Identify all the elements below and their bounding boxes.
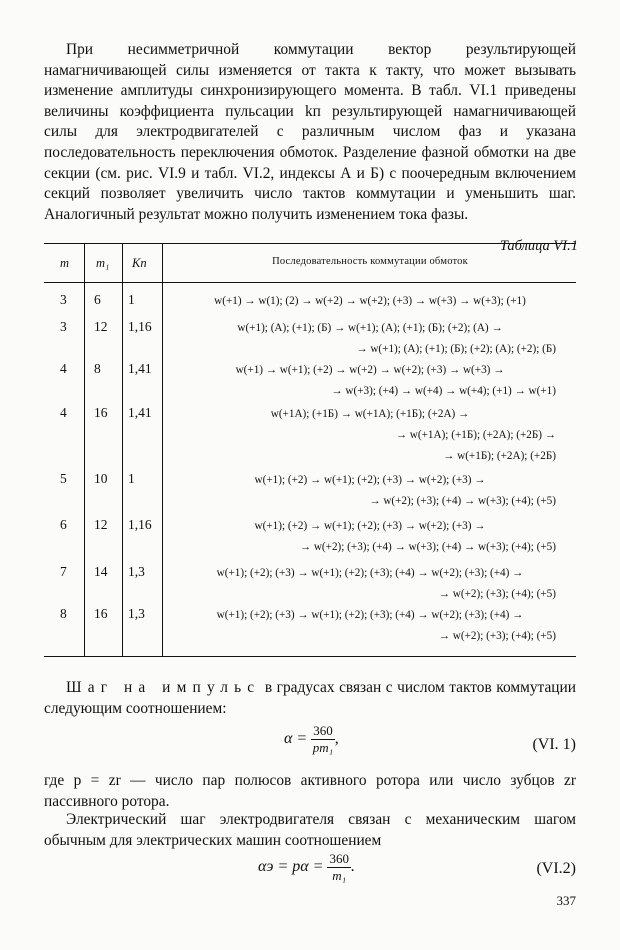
formula-1-den: pm₁ — [312, 740, 334, 755]
step-heading: Шаг на импульс — [66, 679, 261, 696]
cell-m1: 12 — [94, 517, 108, 532]
cell-m1: 16 — [94, 606, 108, 621]
cell-m1: 12 — [94, 319, 108, 334]
cell-m: 5 — [60, 471, 67, 486]
cell-kp: 1,3 — [128, 564, 145, 579]
cell-kp: 1,41 — [128, 361, 152, 376]
cell-m1: 14 — [94, 564, 108, 579]
cell-kp: 1 — [128, 292, 135, 307]
formula-2-lhs: αэ = pα = — [258, 858, 324, 876]
commutation-table — [44, 243, 576, 657]
intro-paragraph: При несимметричной коммутации вектор результирующей намагничивающей силы изменяется от такта к такту, что может вызывать изменение амплитуды синхронизирующего момента. В табл. VI.1 приведены величины коэффициента пульсации kп результирующей намагничивающей силы для электродвигателей с различным числом фаз и указана последовательность переключения обмоток. Разделение фазной обмотки на две секции (см. рис. VI.9 и табл. VI.2, индексы А и Б) с поочередным включением секций позволяет увеличить число тактов коммутации и уменьшить шаг. Аналогичный результат можно получить изменением тока фазы. — [44, 41, 576, 223]
sequence-line: → w(+2); (+3); (+4); (+5) — [438, 630, 556, 642]
sequence-line: → w(+1); (А); (+1); (Б); (+2); (А); (+2); (Б) — [356, 343, 556, 355]
sequence-line: w(+1); (+2); (+3) → w(+1); (+2); (+3); (+4) → w(+2); (+3); (+4) → — [216, 567, 524, 579]
formula-1-number: (VI. 1) — [532, 736, 576, 753]
sequence-line: w(+1) → w(+1); (+2) → w(+2) → w(+2); (+3) → w(+3) → — [235, 364, 505, 376]
formula-1-num: 360 — [313, 723, 333, 738]
cell-m1: 8 — [94, 361, 101, 376]
sequence-line: → w(+3); (+4) → w(+4) → w(+4); (+1) → w(+1) — [331, 385, 556, 397]
sequence-line: w(+1А); (+1Б) → w(+1А); (+1Б); (+2А) → — [270, 408, 470, 420]
cell-m1: 6 — [94, 292, 101, 307]
table-caption: Таблица VI.1 — [499, 238, 578, 254]
cell-sequence — [164, 563, 576, 605]
sequence-line: → w(+1А); (+1Б); (+2А); (+2Б) → — [395, 429, 556, 441]
cell-sequence — [164, 291, 576, 312]
step-rest: в градусах связан с числом тактов коммутации следующим соотношением: — [44, 679, 576, 717]
formula-2-den: m₁ — [332, 868, 347, 883]
sequence-line: → w(+2); (+3); (+4); (+5) — [438, 588, 556, 600]
sequence-line: w(+1); (+2) → w(+1); (+2); (+3) → w(+2); (+3) → — [254, 520, 486, 532]
formula-2-number: (VI.2) — [536, 860, 576, 877]
cell-m1: 16 — [94, 405, 108, 420]
sequence-line: w(+1); (+2) → w(+1); (+2); (+3) → w(+2); (+3) → — [254, 474, 486, 486]
cell-kp: 1,16 — [128, 517, 152, 532]
cell-kp: 1,41 — [128, 405, 152, 420]
cell-sequence — [164, 605, 576, 647]
sequence-line: w(+1) → w(1); (2) → w(+2) → w(+2); (+3) → w(+3) → w(+3); (+1) — [214, 295, 526, 307]
cell-kp: 1 — [128, 471, 135, 486]
cell-m: 4 — [60, 361, 67, 376]
cell-m: 7 — [60, 564, 67, 579]
sequence-line: → w(+2); (+3); (+4) → w(+3); (+4) → w(+3); (+4); (+5) — [299, 541, 556, 553]
cell-m: 3 — [60, 292, 67, 307]
sequence-line: → w(+2); (+3); (+4) → w(+3); (+4); (+5) — [369, 495, 556, 507]
cell-sequence — [164, 360, 576, 402]
cell-m1: 10 — [94, 471, 108, 486]
formula-2-num: 360 — [329, 851, 349, 866]
cell-m: 8 — [60, 606, 67, 621]
sequence-line: w(+1); (+2); (+3) → w(+1); (+2); (+3); (+4) → w(+2); (+3); (+4) → — [216, 609, 524, 621]
formula-2-tail: . — [350, 858, 355, 876]
step-paragraph — [44, 678, 576, 719]
cell-kp: 1,3 — [128, 606, 145, 621]
formula-1-lhs: α = — [284, 730, 308, 748]
header-m1: m₁ — [96, 256, 110, 270]
sequence-line: → w(+1Б); (+2А); (+2Б) — [443, 450, 556, 462]
cell-sequence — [164, 516, 576, 558]
where-paragraph: где p = zr — число пар полюсов активного ротора или число зубцов zr пассивного ротора. — [44, 772, 576, 810]
cell-sequence — [164, 318, 576, 360]
cell-m: 6 — [60, 517, 67, 532]
header-kp: Kп — [132, 256, 147, 270]
header-m: m — [60, 256, 70, 270]
page-number: 337 — [556, 893, 576, 908]
formula-2 — [258, 851, 355, 884]
formula-1-tail: , — [334, 730, 339, 748]
cell-m: 4 — [60, 405, 67, 420]
cell-sequence — [164, 404, 576, 467]
header-sequence: Последовательность коммутации обмоток — [272, 256, 468, 267]
formula-1 — [284, 723, 339, 756]
sequence-line: w(+1); (А); (+1); (Б) → w(+1); (А); (+1); (Б); (+2); (А) → — [237, 322, 503, 334]
cell-m: 3 — [60, 319, 67, 334]
cell-sequence — [164, 470, 576, 512]
cell-kp: 1,16 — [128, 319, 152, 334]
electric-paragraph: Электрический шаг электродвигателя связан с механическим шагом обычным для электрических машин соотношением — [44, 811, 576, 849]
